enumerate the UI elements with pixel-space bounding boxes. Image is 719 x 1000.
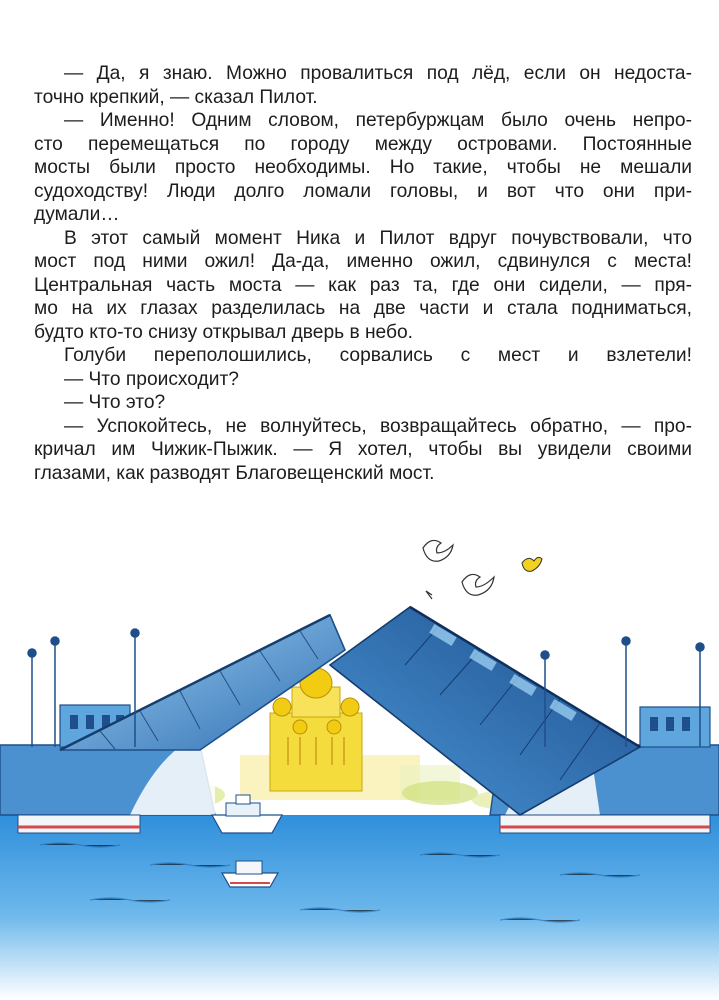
text-line: сто перемещаться по городу между островами. Постоянные [34, 133, 692, 155]
text-line: глазами, как разводят Благовещенский мост. [34, 462, 435, 484]
text-line: мост под ними ожил! Да-да, именно ожил, сдвинулся с места! [34, 251, 692, 272]
text-line: мосты были просто необходимы. Но такие, чтобы не мешали [34, 157, 692, 178]
text-line: Голуби переполошились, сорвались с мест и взлетели! [64, 345, 692, 366]
text-line: кричал им Чижик-Пыжик. — Я хотел, чтобы вы увидели своими [34, 439, 692, 460]
text-line: будто кто-то снизу открывал дверь в небо. [34, 321, 414, 343]
boat-large [212, 795, 282, 833]
canary-icon [522, 557, 542, 571]
bird-silhouette [426, 591, 432, 599]
text-line: — Успокойтесь, не волнуйтесь, возвращайтесь обратно, — про- [64, 415, 692, 437]
dove-icon [462, 574, 494, 595]
story-text [34, 62, 692, 485]
text-line: мо на их глазах разделилась на две части и стала подниматься, [34, 298, 692, 319]
text-line: Центральная часть моста — как раз та, где они сидели, — пря- [34, 274, 692, 296]
text-line: — Что это? [64, 392, 166, 413]
text-line: — Что происходит? [64, 368, 239, 390]
text-line: точно крепкий, — сказал Пилот. [34, 86, 318, 108]
bridge-illustration [0, 515, 719, 1000]
dove-icon [423, 540, 453, 561]
text-line: думали… [34, 204, 120, 225]
text-line: судоходству! Люди долго ломали головы, и вот что они при- [34, 180, 692, 202]
text-line: В этот самый момент Ника и Пилот вдруг почувствовали, что [64, 227, 692, 249]
river-water [0, 815, 719, 1000]
text-line: — Да, я знаю. Можно провалиться под лёд, если он недоста- [64, 63, 692, 84]
text-line: — Именно! Одним словом, петербуржцам было очень непро- [64, 110, 692, 131]
